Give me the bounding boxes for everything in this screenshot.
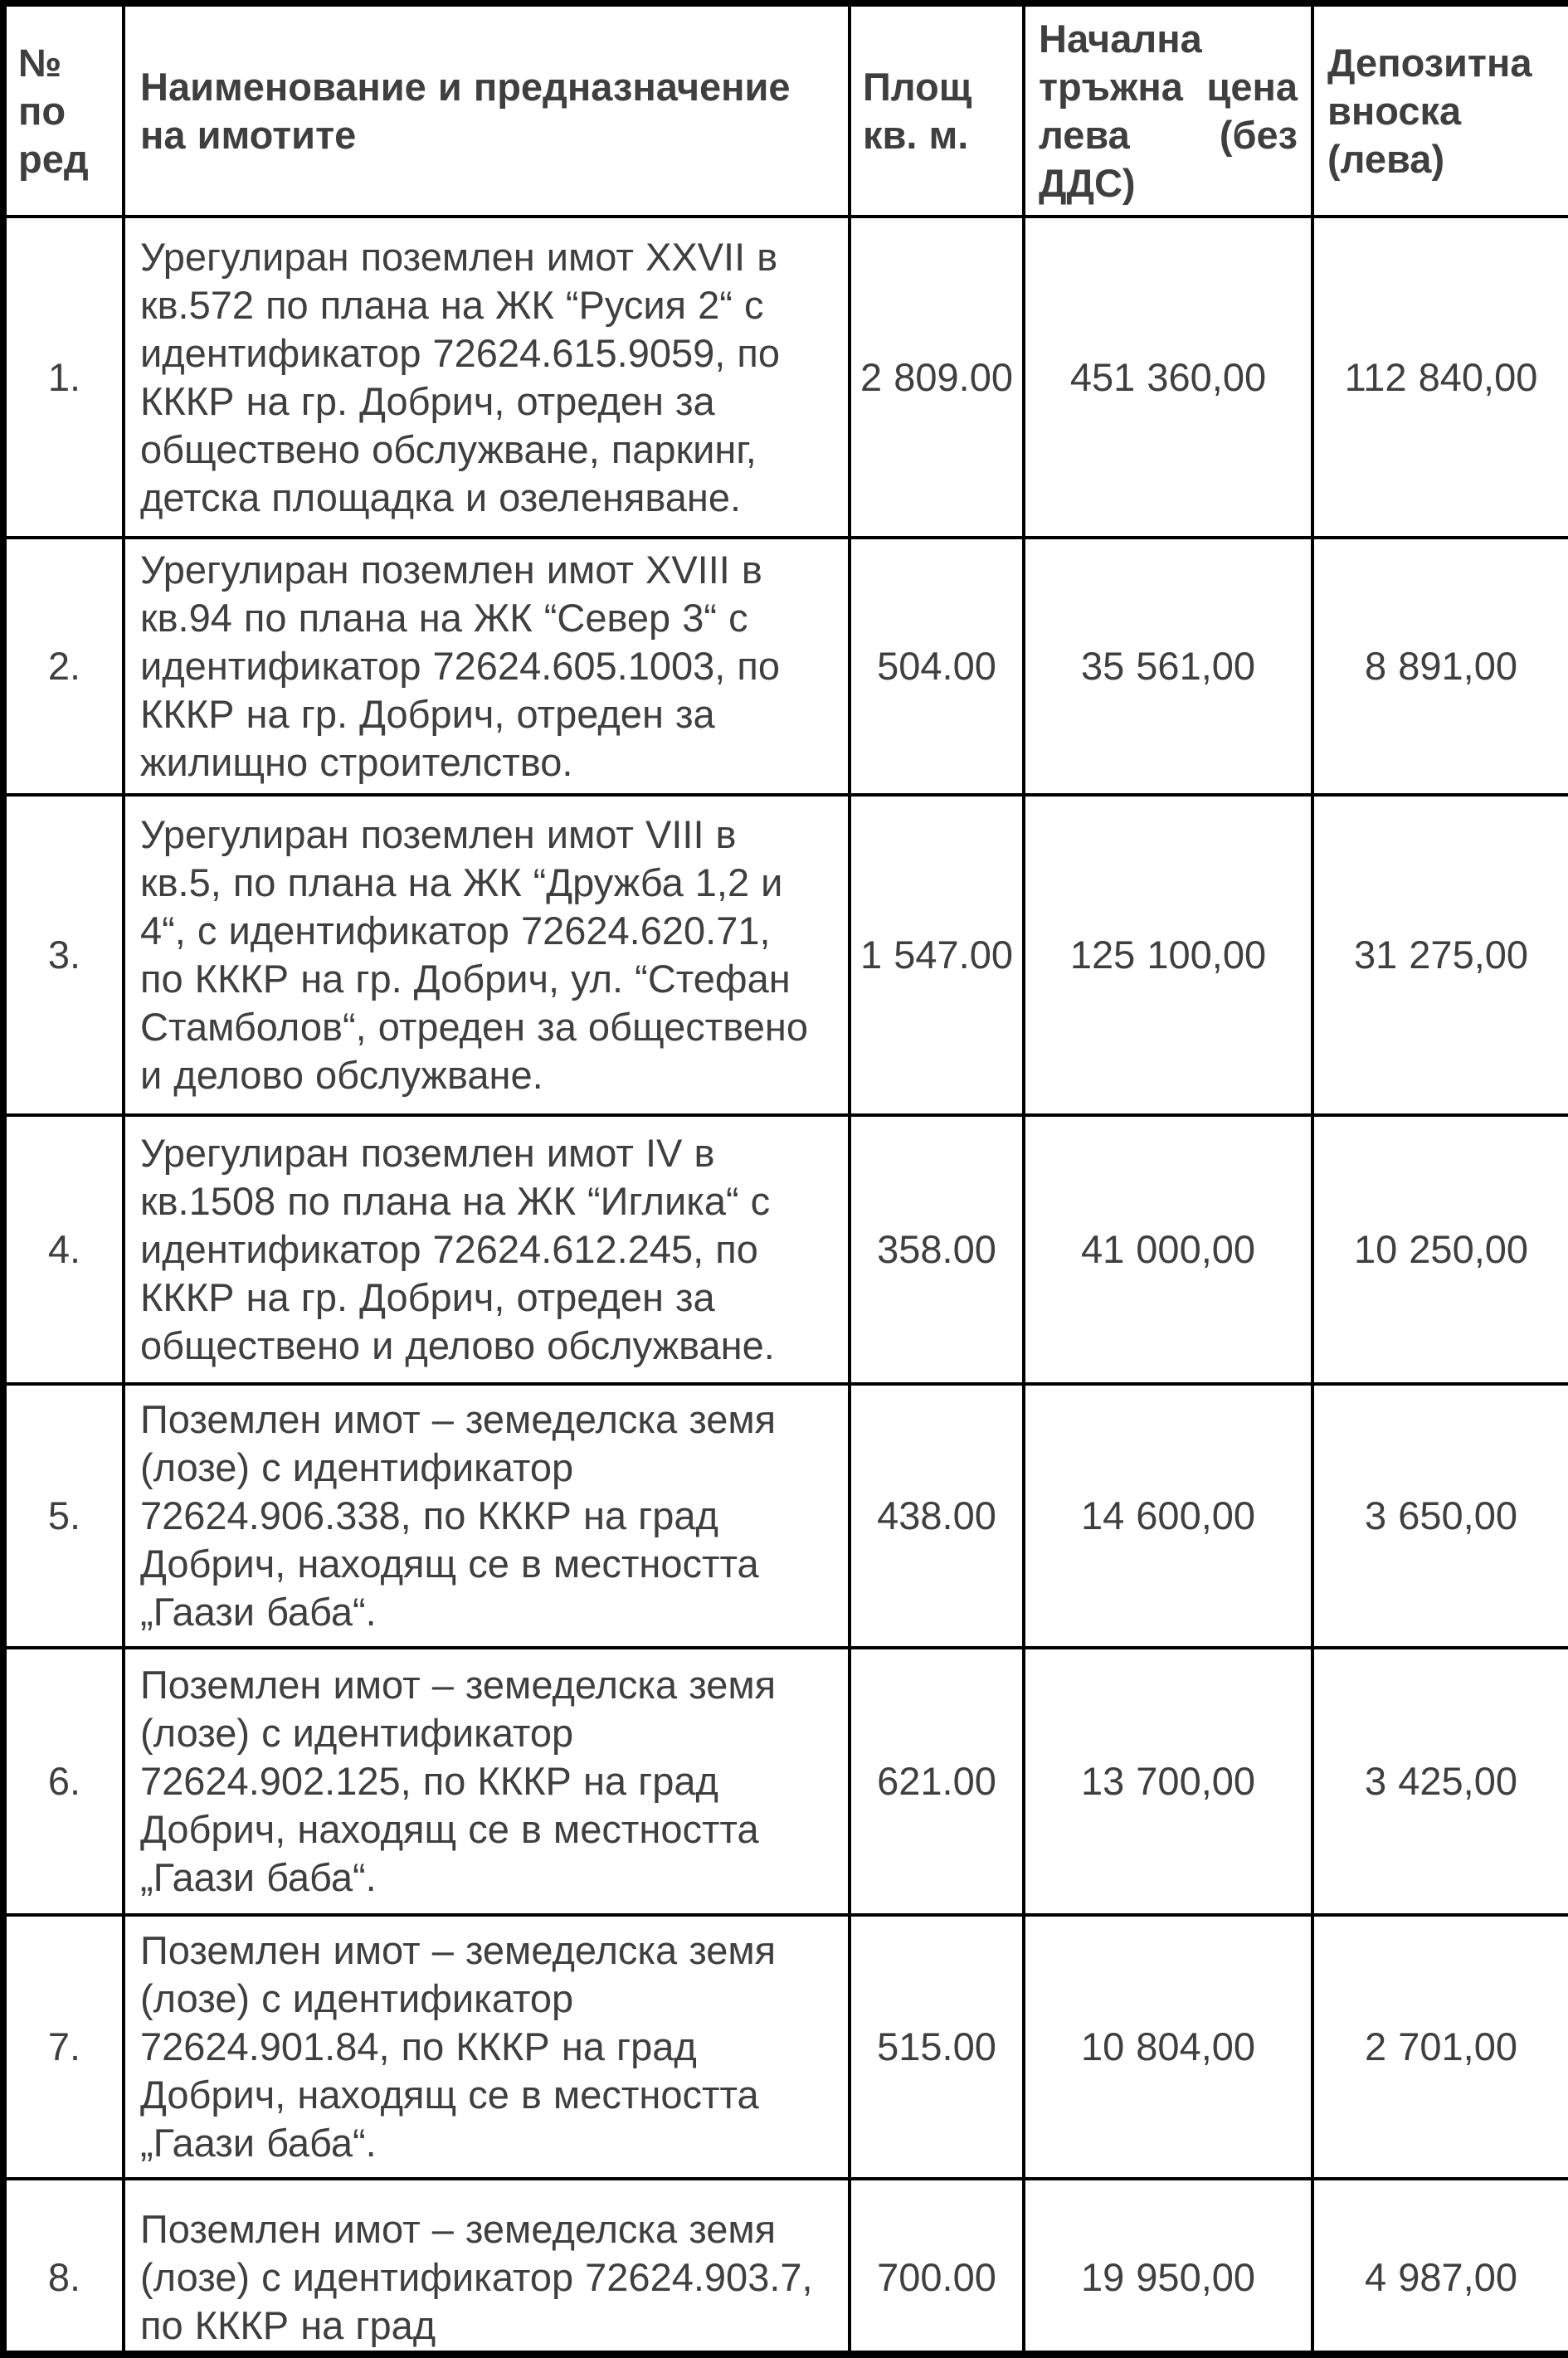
col-header-property-name: Наименование и предназначение на имотите [124, 3, 850, 217]
col-header-deposit: Депозитна вноска (лева) [1312, 3, 1568, 217]
cell-property-name: Поземлен имот – земеделска земя (лозе) с идентификатор 72624.906.338, по КККР на град Добрич, находящ се в местността „Гаази баба“. [124, 1384, 850, 1648]
cell-property-name: Урегулиран поземлен имот IV в кв.1508 по плана на ЖК “Иглика“ с идентификатор 72624.612.245, по КККР на гр. Добрич, отреден за обществено и делово обслужване. [124, 1115, 850, 1384]
col-header-area: Площ кв. м. [850, 3, 1024, 217]
cell-row-number: 4. [3, 1115, 124, 1384]
cell-deposit: 31 275,00 [1312, 795, 1568, 1115]
cell-deposit: 3 425,00 [1312, 1648, 1568, 1915]
cell-start-price: 41 000,00 [1024, 1115, 1312, 1384]
cell-area: 515.00 [850, 1915, 1024, 2179]
cell-area: 504.00 [850, 538, 1024, 795]
cell-row-number: 3. [3, 795, 124, 1115]
table-row [3, 1915, 1568, 2179]
table-row [3, 1115, 1568, 1384]
col-header-start-price: Начална тръжна цена лева (без ДДС) [1024, 3, 1312, 217]
table-row [3, 1384, 1568, 1648]
cell-row-number: 6. [3, 1648, 124, 1915]
cell-start-price: 19 950,00 [1024, 2179, 1312, 2358]
cell-area: 700.00 [850, 2179, 1024, 2358]
cell-deposit: 3 650,00 [1312, 1384, 1568, 1648]
cell-start-price: 14 600,00 [1024, 1384, 1312, 1648]
cell-row-number: 7. [3, 1915, 124, 2179]
image-bottom-crop-line [0, 2351, 1568, 2358]
table-row [3, 217, 1568, 538]
cell-area: 1 547.00 [850, 795, 1024, 1115]
cell-start-price: 13 700,00 [1024, 1648, 1312, 1915]
cell-area: 2 809.00 [850, 217, 1024, 538]
table-body [3, 217, 1568, 2358]
cell-property-name: Урегулиран поземлен имот XXVII в кв.572 по плана на ЖК “Русия 2“ с идентификатор 72624.615.9059, по КККР на гр. Добрич, отреден за обществено обслужване, паркинг, детска площадка и озеленяване. [124, 217, 850, 538]
cell-row-number: 1. [3, 217, 124, 538]
cell-deposit: 4 987,00 [1312, 2179, 1568, 2358]
table-row [3, 538, 1568, 795]
table-row [3, 1648, 1568, 1915]
col-header-row-number: № по ред [3, 3, 124, 217]
cell-property-name: Поземлен имот – земеделска земя (лозе) с идентификатор 72624.903.7, по КККР на град [124, 2179, 850, 2358]
cell-property-name: Урегулиран поземлен имот XVIII в кв.94 по плана на ЖК “Север 3“ с идентификатор 72624.605.1003, по КККР на гр. Добрич, отреден за жилищно строителство. [124, 538, 850, 795]
cell-property-name: Урегулиран поземлен имот VIII в кв.5, по плана на ЖК “Дружба 1,2 и 4“, с идентификатор 72624.620.71, по КККР на гр. Добрич, ул. “Стефан Стамболов“, отреден за обществено и делово обслужване. [124, 795, 850, 1115]
cell-start-price: 451 360,00 [1024, 217, 1312, 538]
cell-deposit: 112 840,00 [1312, 217, 1568, 538]
cell-row-number: 8. [3, 2179, 124, 2358]
cell-row-number: 5. [3, 1384, 124, 1648]
table-row [3, 2179, 1568, 2358]
table-header [3, 3, 1568, 217]
cell-area: 438.00 [850, 1384, 1024, 1648]
cell-property-name: Поземлен имот – земеделска земя (лозе) с идентификатор 72624.901.84, по КККР на град Добрич, находящ се в местността „Гаази баба“. [124, 1915, 850, 2179]
cell-row-number: 2. [3, 538, 124, 795]
table-row [3, 795, 1568, 1115]
cell-deposit: 8 891,00 [1312, 538, 1568, 795]
cell-area: 358.00 [850, 1115, 1024, 1384]
cell-deposit: 2 701,00 [1312, 1915, 1568, 2179]
cell-start-price: 35 561,00 [1024, 538, 1312, 795]
header-row [3, 3, 1568, 217]
cell-start-price: 125 100,00 [1024, 795, 1312, 1115]
cell-area: 621.00 [850, 1648, 1024, 1915]
cell-property-name: Поземлен имот – земеделска земя (лозе) с идентификатор 72624.902.125, по КККР на град Добрич, находящ се в местността „Гаази баба“. [124, 1648, 850, 1915]
cell-start-price: 10 804,00 [1024, 1915, 1312, 2179]
cell-deposit: 10 250,00 [1312, 1115, 1568, 1384]
